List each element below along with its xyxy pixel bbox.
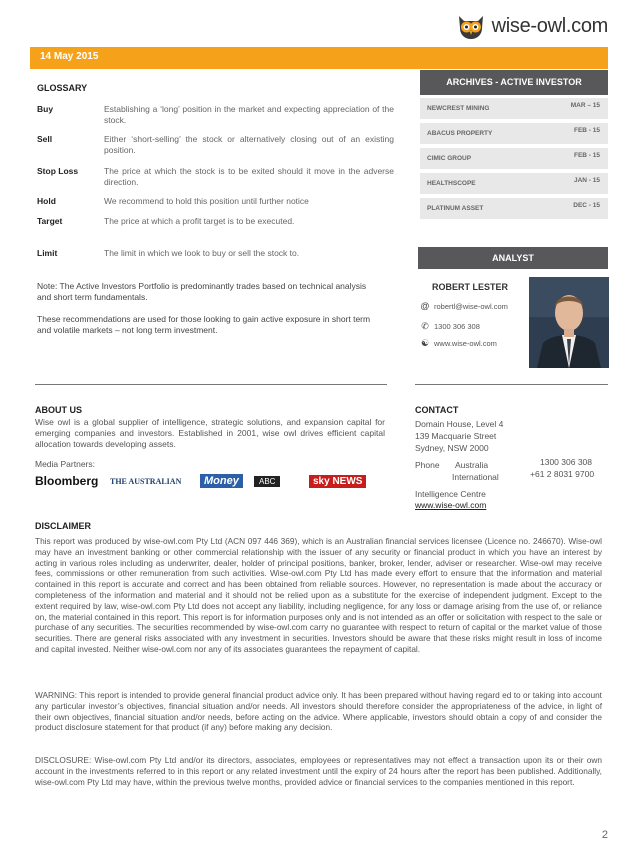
archive-date: MAR – 15 — [570, 102, 600, 109]
media-logo-australian: THE AUSTRALIAN — [110, 477, 182, 486]
media-partners-label: Media Partners: — [35, 459, 95, 469]
contact-website-link[interactable]: www.wise-owl.com — [415, 500, 487, 510]
at-icon: @ — [420, 301, 430, 311]
analyst-website[interactable]: www.wise-owl.com — [434, 339, 497, 348]
archive-date: JAN - 15 — [573, 177, 600, 184]
warning-paragraph: WARNING: This report is intended to provide general financial product advice only. It has been prepared without having regard ed to or taking into account any particular investor’s objectives, financial situation and/or needs. All investors should therefore consider the appropriateness of the advice, in light of their own objectives, financial situation and/or needs, before acting on the advice. Where applicable, investors should obtain a copy of and consider the product disclosure statement for that product (if any) before making any decision. — [35, 690, 602, 733]
glossary-term: Sell — [37, 134, 53, 144]
glossary-term: Stop Loss — [37, 166, 79, 176]
owl-icon — [456, 12, 486, 40]
contact-centre: Intelligence Centre — [415, 489, 486, 499]
archive-name: CIMIC GROUP — [427, 155, 472, 162]
media-logo-sky-news: sky NEWS — [309, 475, 366, 488]
disclosure-paragraph: DISCLOSURE: Wise-owl.com Pty Ltd and/or its directors, associates, employees or representatives may not effect a transaction upon its or their own account in the investments referred to in this report or any related investment until the expiry of 24 hours after the report has been published. Additionally, wise-owl.com Pty Ltd may have, within the previous twelve months, provided advice or financial services to the companies mentioned in this report. — [35, 755, 602, 787]
contact-phone-aus-label: Australia — [455, 460, 489, 470]
divider — [415, 384, 608, 385]
glossary-term: Buy — [37, 104, 54, 114]
analyst-phone: 1300 306 308 — [434, 322, 480, 331]
archive-item[interactable] — [420, 148, 608, 169]
date-bar — [30, 47, 608, 69]
contact-phone-label: Phone — [415, 460, 440, 470]
glossary-definition: The price at which a profit target is to be executed. — [104, 216, 295, 226]
glossary-definition: We recommend to hold this position until further notice — [104, 196, 309, 206]
media-logo-money: Money — [200, 474, 243, 488]
archive-item[interactable] — [420, 198, 608, 219]
archive-item[interactable] — [420, 123, 608, 144]
brand-logo — [456, 12, 608, 40]
divider — [35, 384, 387, 385]
contact-title: CONTACT — [415, 405, 459, 415]
about-title: ABOUT US — [35, 405, 82, 415]
analyst-photo — [529, 277, 609, 368]
glossary-definition: Establishing a ‘long’ position in the market and expecting appreciation of the stock. — [104, 104, 394, 125]
glossary-note: Note: The Active Investors Portfolio is predominantly trades based on technical analysis and short term fundamentals. — [37, 281, 367, 302]
media-logo-abc: ABC — [254, 476, 280, 487]
analyst-website-row[interactable] — [420, 338, 497, 349]
page-number: 2 — [601, 829, 608, 841]
glossary-note: These recommendations are used for those looking to gain active exposure in short term and volatile markets – not long term investment. — [37, 314, 371, 335]
archive-date: FEB - 15 — [573, 152, 600, 159]
contact-address-line: Sydney, NSW 2000 — [415, 443, 489, 453]
contact-phone-aus: 1300 306 308 — [540, 457, 592, 467]
analyst-phone-row — [420, 321, 480, 332]
archive-date: DEC - 15 — [573, 202, 600, 209]
archive-name: NEWCREST MINING — [427, 105, 490, 112]
glossary-definition: The limit in which we look to buy or sell the stock to. — [104, 248, 300, 258]
analyst-email-row[interactable] — [420, 301, 508, 311]
archive-item[interactable] — [420, 98, 608, 119]
report-date: 14 May 2015 — [40, 51, 99, 62]
glossary-term: Target — [37, 216, 63, 226]
media-logo-bloomberg: Bloomberg — [35, 474, 99, 488]
analyst-name: ROBERT LESTER — [432, 282, 509, 292]
contact-phone-intl-label: International — [452, 472, 499, 482]
archive-item[interactable] — [420, 173, 608, 194]
contact-address-line: 139 Macquarie Street — [415, 431, 497, 441]
archives-header: ARCHIVES - ACTIVE INVESTOR — [420, 70, 608, 95]
about-text: Wise owl is a global supplier of intelligence, strategic solutions, and expansion capital for emerging companies and investors. Established in 2001, wise owl drives efficient capital allocation towards developing assets. — [35, 417, 385, 449]
glossary-definition: Either ‘short-selling’ the stock or alternatively closing out of an existing position. — [104, 134, 394, 155]
contact-phone-intl: +61 2 8031 9700 — [530, 469, 595, 479]
glossary-title: GLOSSARY — [37, 83, 88, 93]
phone-icon: ✆ — [421, 321, 429, 331]
glossary-definition: The price at which the stock is to be exited should it move in the adverse direction. — [104, 166, 394, 187]
contact-address-line: Domain House, Level 4 — [415, 419, 504, 429]
glossary-term: Hold — [37, 196, 56, 206]
brand-name: wise-owl.com — [491, 14, 608, 37]
disclaimer-title: DISCLAIMER — [35, 521, 91, 531]
globe-icon: ☯ — [420, 338, 430, 348]
glossary-term: Limit — [37, 248, 58, 258]
analyst-email[interactable]: robertl@wise-owl.com — [434, 301, 508, 311]
disclaimer-paragraph: This report was produced by wise-owl.com Pty Ltd (ACN 097 446 369), which is an Australian financial services licensee (Licence no. 246670). Wise-owl may have an investment banking or other commercial relationship with the issuer of any security or financial product in which you have an interest by acting in various roles including as underwriter, dealer, holder of principal positions, banker, broker, lender, adviser or researcher. Wise-owl may receive fees, commissions or other remuneration from such activities. Wise-owl.com Pty Ltd has made every effort to ensure that the information and material contained in this report is accurate and correct and has been obtained from reliable sources. However, no representation is made about the accuracy or completeness of the information and material and it should not be relied upon as a substitute for the exercise of independent judgment. Except to the extent required by law, wise-owl.com Pty Ltd does not accept any liability, including negligence, for any loss or damage arising from the use of, or reliance on, the material contained in this report. This report is for information purposes only and is not intended as an offer or solicitation with respect to the sale or purchase of any securities. The securities recommended by wise-owl.com carry no guarantee with respect to return of capital or the market value of those securities. There are general risks associated with any investment in securities. Investors should be aware that these risks might result in loss of income and capital invested. Neither wise-owl.com nor any of its associates guarantees the repayment of capital. — [35, 536, 602, 654]
archive-name: ABACUS PROPERTY — [427, 130, 493, 137]
archive-name: HEALTHSCOPE — [427, 180, 476, 187]
analyst-header: ANALYST — [418, 247, 608, 269]
archive-date: FEB - 15 — [573, 127, 600, 134]
archive-name: PLATINUM ASSET — [427, 205, 484, 212]
